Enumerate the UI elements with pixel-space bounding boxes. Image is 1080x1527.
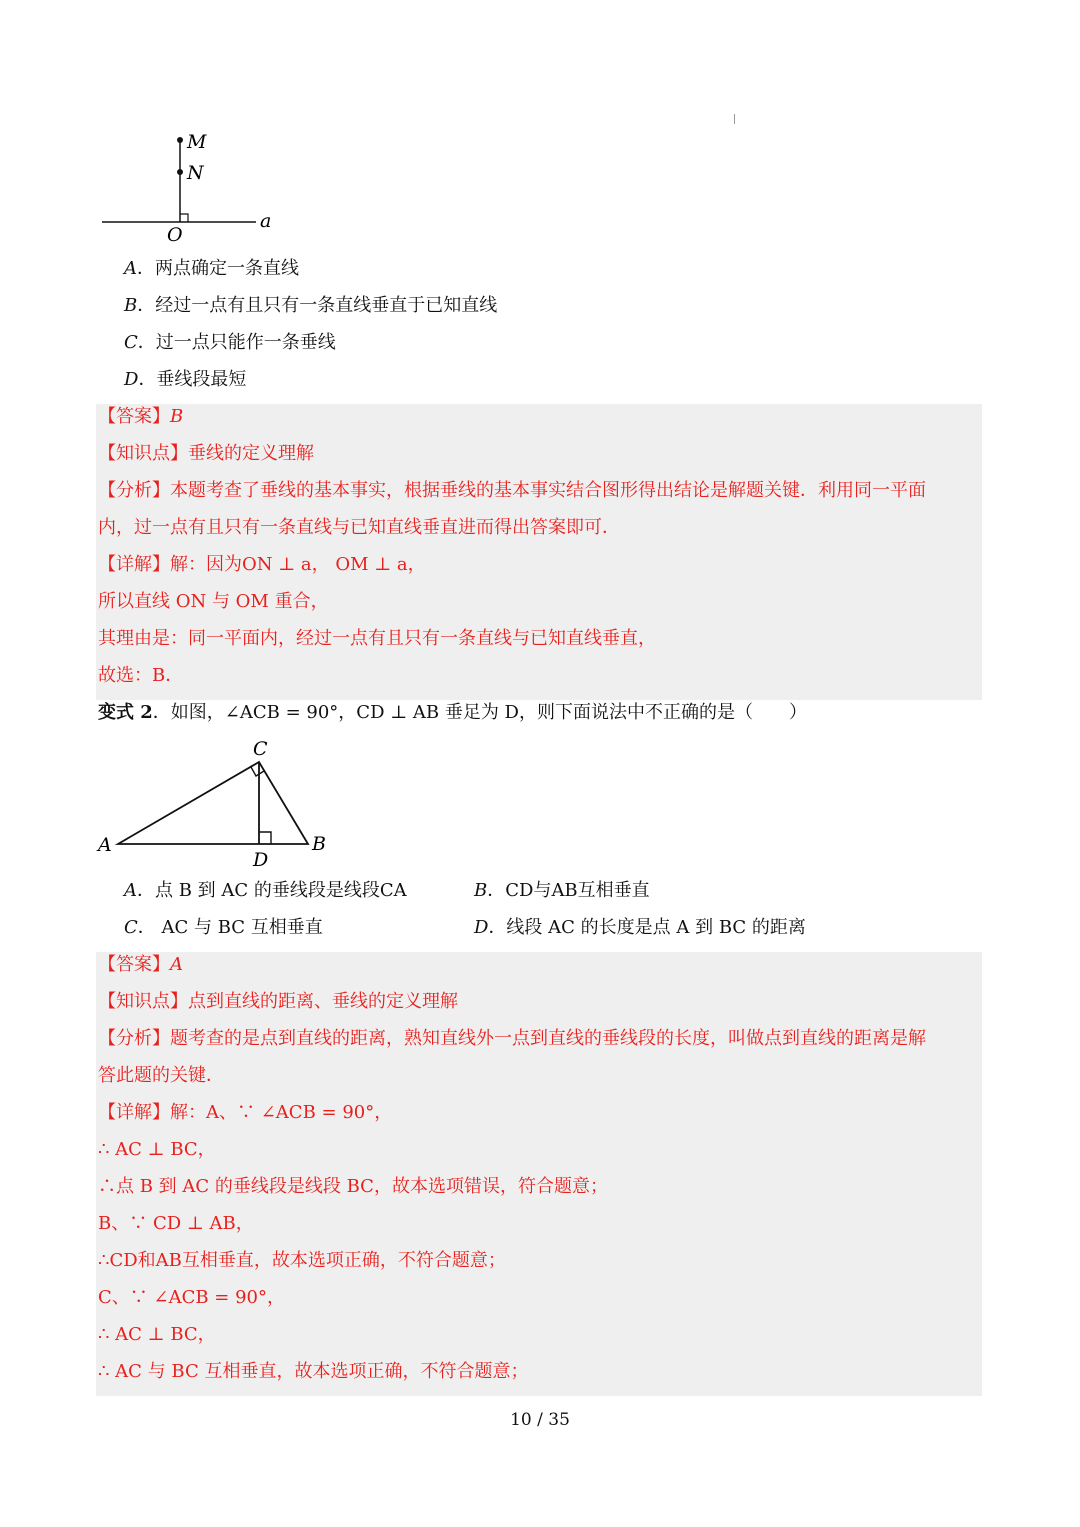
label-o: O [167, 224, 183, 246]
s2-answer: 【答案】A [98, 954, 183, 975]
label-a: A [98, 834, 112, 856]
label-b: B [312, 833, 326, 855]
label-n: N [187, 162, 204, 184]
page-number: 10 / 35 [510, 1410, 570, 1430]
s1-analysis-1: 【分析】本题考查了垂线的基本事实，根据垂线的基本事实结合图形得出结论是解题关键．利用同一平面 [98, 480, 926, 501]
q2-stem: 变式 2．如图，∠ACB = 90°，CD ⊥ AB 垂足为 D，则下面说法中不正确的是（ ） [98, 702, 807, 723]
point-m [177, 137, 183, 143]
q2-option-c: C． AC 与 BC 互相垂直 [124, 917, 323, 938]
q2-option-a: A．点 B 到 AC 的垂线段是线段CA [124, 880, 407, 901]
s1-detail-2: 所以直线 ON 与 OM 重合， [98, 591, 329, 612]
s2-detail-2: ∴ AC ⊥ BC， [98, 1139, 216, 1160]
q1-option-a: A．两点确定一条直线 [124, 258, 299, 279]
label-d: D [253, 849, 269, 871]
s2-detail-3: ∴点 B 到 AC 的垂线段是线段 BC，故本选项错误，符合题意； [98, 1176, 608, 1197]
scan-mark [734, 114, 735, 124]
s2-detail-1: 【详解】解：A、∵ ∠ACB = 90°， [98, 1102, 393, 1123]
s1-detail-3: 其理由是：同一平面内，经过一点有且只有一条直线与已知直线垂直， [98, 628, 656, 649]
q1-option-b: B．经过一点有且只有一条直线垂直于已知直线 [124, 295, 498, 316]
label-c: C [253, 738, 268, 760]
s1-detail-4: 故选：B． [98, 665, 184, 686]
s1-analysis-2: 内，过一点有且只有一条直线与已知直线垂直进而得出答案即可． [98, 517, 620, 538]
s2-knowledge: 【知识点】点到直线的距离、垂线的定义理解 [98, 991, 458, 1012]
label-m: M [187, 131, 207, 153]
s2-detail-8: ∴ AC 与 BC 互相垂直，故本选项正确，不符合题意； [98, 1361, 529, 1382]
s1-answer: 【答案】B [98, 406, 184, 427]
s2-detail-6: C、∵ ∠ACB = 90°， [98, 1287, 286, 1308]
s1-knowledge: 【知识点】垂线的定义理解 [98, 443, 314, 464]
q2-option-b: B．CD与AB互相垂直 [474, 880, 650, 901]
s2-detail-4: B、∵ CD ⊥ AB， [98, 1213, 254, 1234]
right-angle-mark [180, 214, 188, 222]
s2-detail-5: ∴CD和AB互相垂直，故本选项正确，不符合题意； [98, 1250, 506, 1271]
s2-analysis-2: 答此题的关键． [98, 1065, 224, 1086]
q1-option-c: C．过一点只能作一条垂线 [124, 332, 336, 353]
s1-detail-1: 【详解】解：因为ON ⊥ a， OM ⊥ a， [98, 554, 426, 575]
right-angle-d [259, 832, 271, 844]
triangle-abc [118, 762, 308, 844]
q1-option-d: D．垂线段最短 [124, 369, 247, 390]
s2-detail-7: ∴ AC ⊥ BC， [98, 1324, 216, 1345]
perpendicular-figure [96, 128, 286, 246]
point-n [177, 169, 183, 175]
triangle-figure [96, 736, 346, 872]
label-a: a [260, 210, 272, 232]
q2-option-d: D．线段 AC 的长度是点 A 到 BC 的距离 [474, 917, 806, 938]
s2-analysis-1: 【分析】题考查的是点到直线的距离，熟知直线外一点到直线的垂线段的长度，叫做点到直线的距离是解 [98, 1028, 926, 1049]
